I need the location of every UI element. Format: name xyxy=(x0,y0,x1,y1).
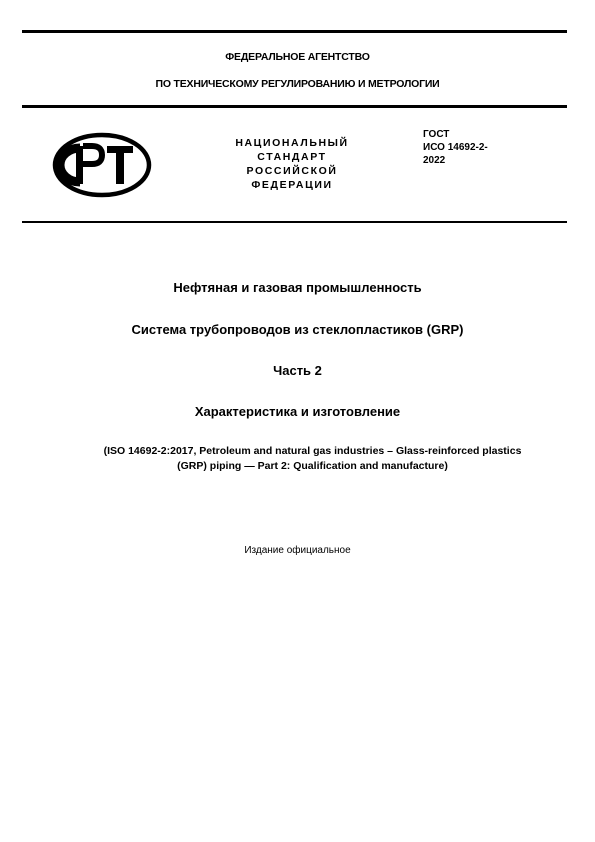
agency-line-1: ФЕДЕРАЛЬНОЕ АГЕНТСТВО xyxy=(225,51,370,63)
top-rule xyxy=(22,30,567,33)
national-standard-line: ФЕДЕРАЦИИ xyxy=(251,179,333,191)
title-industry: Нефтяная и газовая промышленность xyxy=(173,280,422,295)
standard-designation xyxy=(423,128,488,167)
edition-label: Издание официальное xyxy=(244,545,351,556)
original-standard-reference xyxy=(60,444,565,474)
title-subject: Характеристика и изготовление xyxy=(194,404,401,419)
rst-emblem-icon xyxy=(52,132,152,198)
national-standard-line: НАЦИОНАЛЬНЫЙ xyxy=(235,137,349,149)
original-line-2: (GRP) piping — Part 2: Qualification and manufacture) xyxy=(177,460,448,472)
original-line-1: (ISO 14692-2:2017, Petroleum and natural gas industries – Glass-reinforced plastics xyxy=(103,445,522,457)
national-standard-label xyxy=(218,136,366,192)
title-system: Система трубопроводов из стеклопластиков (GRP) xyxy=(131,322,464,337)
agency-line-2: ПО ТЕХНИЧЕСКОМУ РЕГУЛИРОВАНИЮ И МЕТРОЛОГИИ xyxy=(155,78,440,90)
national-standard-line: СТАНДАРТ xyxy=(257,151,327,163)
section-rule xyxy=(22,221,567,223)
header-rule xyxy=(22,105,567,108)
designation-line-2: ИСО 14692-2- xyxy=(423,142,488,153)
designation-line-1: ГОСТ xyxy=(423,129,450,140)
title-part: Часть 2 xyxy=(273,363,322,378)
designation-line-3: 2022 xyxy=(423,155,446,166)
national-standard-line: РОССИЙСКОЙ xyxy=(246,165,338,177)
